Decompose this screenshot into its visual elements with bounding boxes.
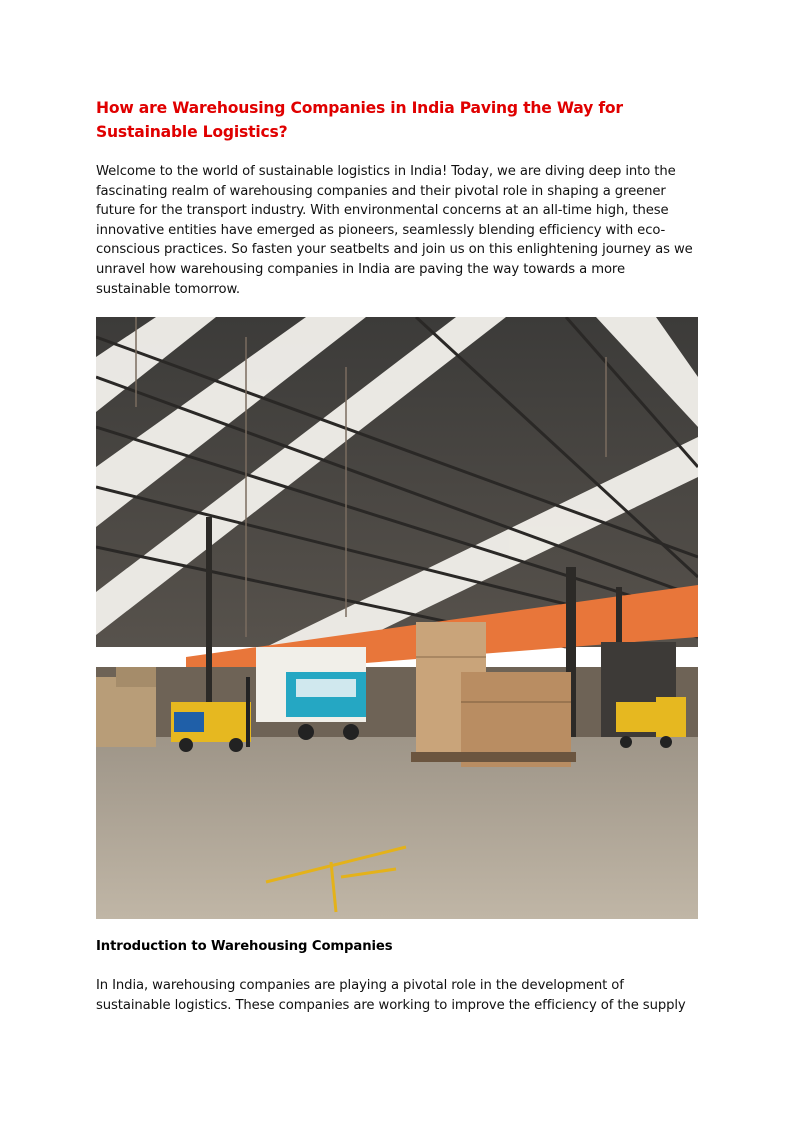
section-paragraph: In India, warehousing companies are playing a pivotal role in the development of sustainable logistics. These companies are working to improve the efficiency of the supply <box>96 978 686 1013</box>
intro-paragraph: Welcome to the world of sustainable logistics in India! Today, we are diving deep into the fascinating realm of warehousing companies and their pivotal role in shaping a greener future for the transport industry. With environmental concerns at an all-time high, these innovative entities have emerged as pioneers, seamlessly blending efficiency with eco-conscious practices. So fasten your seatbelts and join us on this enlightening journey as we unravel how warehousing companies in India are paving the way towards a more sustainable tomorrow. <box>96 164 693 297</box>
section-heading: Introduction to Warehousing Companies <box>96 939 393 954</box>
warehouse-floor <box>96 737 698 919</box>
article-title: How are Warehousing Companies in India Paving the Way for Sustainable Logistics? <box>96 99 623 141</box>
warehouse-photo <box>96 317 698 919</box>
crate-stack-left <box>96 677 156 747</box>
forklift-right <box>601 642 686 748</box>
